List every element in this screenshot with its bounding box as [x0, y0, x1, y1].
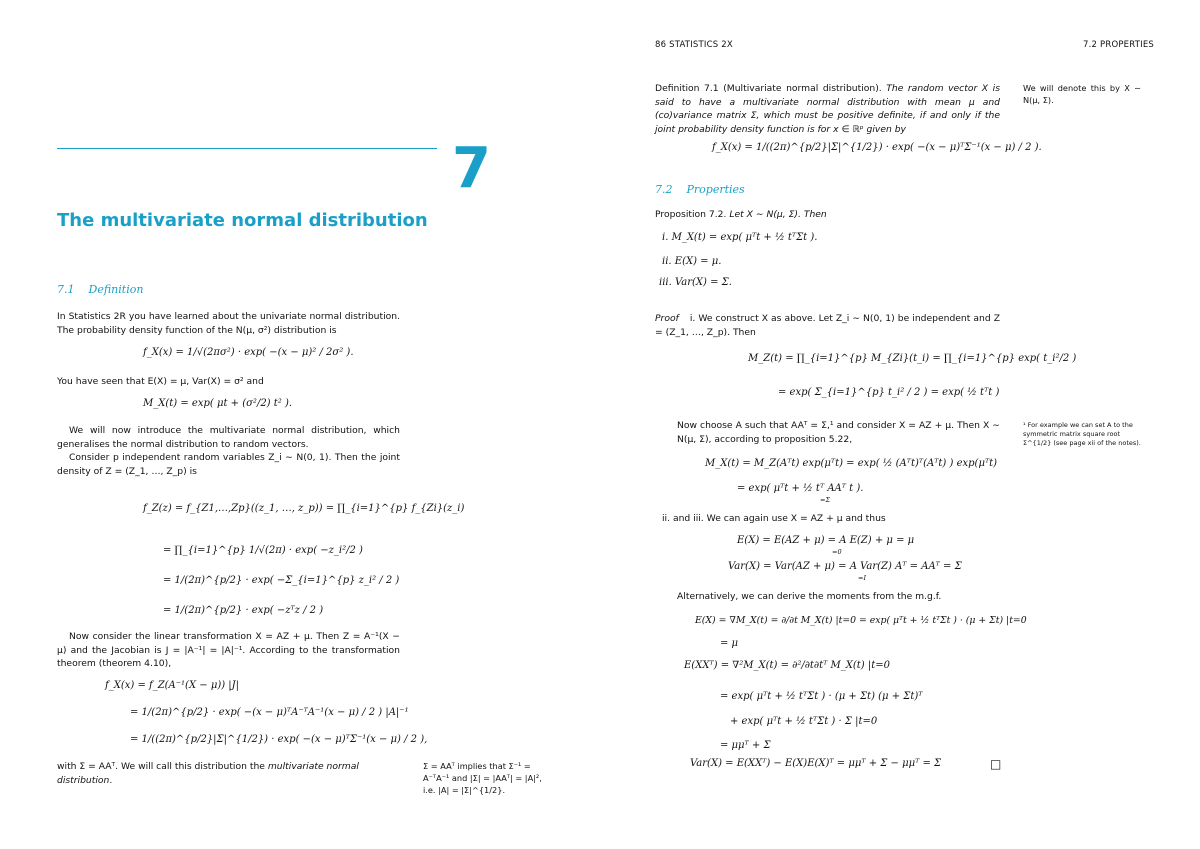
proposition-item	[662, 256, 721, 267]
equation-line: + exp( μᵀt + ½ tᵀΣt ) · Σ |t=0	[730, 716, 878, 727]
margin-note: Σ = AAᵀ implies that Σ⁻¹ = A⁻ᵀA⁻¹ and |Σ| = |AAᵀ| = |A|², i.e. |A| = |Σ|^{1/2}.	[423, 761, 542, 795]
qed-box: □	[990, 757, 1002, 771]
underbrace-label: =I	[858, 574, 867, 582]
proof-text: i. We construct X as above. Let Z_i ∼ N(0, 1) be independent and Z = (Z_1, …, Z_p). Then	[655, 313, 1000, 338]
equation-line: E(XXᵀ) = ∇²M_X(t) = ∂²/∂t∂tᵀ M_X(t) |t=0	[684, 660, 890, 671]
proposition-block	[655, 208, 827, 222]
paragraph: In Statistics 2R you have learned about the univariate normal distribution. The probability density function of the N(μ, σ²) distribution is	[57, 311, 400, 336]
equation-line: = 1/(2π)^{p/2} · exp( −zᵀz / 2 )	[163, 605, 324, 616]
equation-line: = 1/(2π)^{p/2} · exp( −(x − μ)ᵀA⁻ᵀA⁻¹(x − μ) / 2 ) |A|⁻¹	[130, 707, 409, 718]
equation-line: = μ	[720, 638, 739, 649]
paragraph: Consider p independent random variables Z_i ∼ N(0, 1). Then the joint density of Z = (Z_1, …, Z_p) is	[57, 452, 400, 477]
text-run: with Σ = AAᵀ. We will call this distribution the	[57, 761, 268, 772]
running-header-left: 86 STATISTICS 2X	[655, 40, 733, 50]
equation-line: f_Z(z) = f_{Z1,…,Zp}((z_1, …, z_p)) = ∏_{i=1}^{p} f_{Zi}(z_i)	[143, 503, 465, 514]
proof-part-1	[655, 312, 1000, 339]
underbrace-label: =0	[832, 548, 842, 556]
equation-line: M_X(t) = M_Z(Aᵀt) exp(μᵀt) = exp( ½ (Aᵀt)ᵀ(Aᵀt) ) exp(μᵀt)	[705, 458, 998, 469]
equation-line: Var(X) = E(XXᵀ) − E(X)E(X)ᵀ = μμᵀ + Σ − μμᵀ = Σ	[690, 758, 942, 769]
proof-part-2: Now choose A such that AAᵀ = Σ,¹ and consider X = AZ + μ. Then X ∼ N(μ, Σ), according to proposition 5.22,	[677, 420, 1000, 445]
equation-line: f_X(x) = f_Z(A⁻¹(X − μ)) |J|	[105, 680, 240, 691]
definition-block	[655, 82, 1000, 136]
item-number: ii.	[662, 256, 672, 267]
proof-label: Proof	[655, 313, 679, 324]
proof-part-4: Alternatively, we can derive the moments from the m.g.f.	[677, 591, 942, 602]
equation-line: = μμᵀ + Σ	[720, 740, 771, 751]
equation-line: E(X) = ∇M_X(t) = ∂/∂t M_X(t) |t=0 = exp( μᵀt + ½ tᵀΣt ) · (μ + Σt) |t=0	[695, 615, 1027, 626]
equation-line: = exp( μᵀt + ½ tᵀΣt ) · (μ + Σt) (μ + Σt)ᵀ	[720, 691, 923, 702]
underbrace-label: =Σ	[820, 496, 831, 504]
item-number: i.	[662, 232, 669, 243]
chapter-rule	[57, 148, 437, 149]
section-heading-7-2	[655, 183, 745, 196]
proposition-item	[659, 277, 732, 288]
equation-line: = 1/(2π)^{p/2} · exp( −Σ_{i=1}^{p} z_i² / 2 )	[163, 575, 400, 586]
equation-line: = ∏_{i=1}^{p} 1/√(2π) · exp( −z_i²/2 )	[163, 545, 363, 556]
equation-univariate-density: f_X(x) = 1/√(2πσ²) · exp( −(x − μ)² / 2σ² ).	[143, 347, 354, 358]
paragraph-closing	[57, 760, 400, 787]
equation-line: = exp( Σ_{i=1}^{p} t_i² / 2 ) = exp( ½ tᵀt )	[778, 387, 1000, 398]
footnote: ¹ For example we can set A to the symmetric matrix square root Σ^{1/2} (see page xii of the notes).	[1023, 421, 1141, 447]
item-equation: Var(X) = Σ.	[674, 277, 732, 288]
equation-line: M_Z(t) = ∏_{i=1}^{p} M_{Zi}(t_i) = ∏_{i=1}^{p} exp( t_i²/2 )	[748, 353, 1077, 364]
emphasis: multivariate normal distribution	[57, 761, 359, 786]
proposition-item	[662, 232, 817, 243]
chapter-title: The multivariate normal distribution	[57, 210, 428, 231]
paragraph: We will now introduce the multivariate normal distribution, which generalises the normal distribution to random vectors.	[57, 425, 400, 450]
equation-line: Var(X) = Var(AZ + μ) = A Var(Z) Aᵀ = AAᵀ = Σ	[728, 561, 962, 572]
proof-part-3: ii. and iii. We can again use X = AZ + μ and thus	[662, 513, 886, 524]
item-equation: M_X(t) = exp( μᵀt + ½ tᵀΣt ).	[671, 232, 818, 243]
definition-text: The random vector X is said to have a multivariate normal distribution with mean μ and (co)variance matrix Σ, which must be positive definite, if and only if the joint probability density function is for x ∈ ℝᵖ given by	[655, 83, 1000, 135]
section-title: Definition	[88, 283, 144, 296]
equation-line: = exp( μᵀt + ½ tᵀ AAᵀ t ).	[737, 483, 864, 494]
definition-label: Definition 7.1 (Multivariate normal distribution).	[655, 83, 882, 94]
text-run: .	[109, 774, 113, 786]
equation-line: = 1/((2π)^{p/2}|Σ|^{1/2}) · exp( −(x − μ)ᵀΣ⁻¹(x − μ) / 2 ),	[130, 734, 428, 745]
section-number: 7.1	[57, 283, 75, 296]
paragraph: You have seen that E(X) = μ, Var(X) = σ² and	[57, 376, 264, 387]
equation-definition-density: f_X(x) = 1/((2π)^{p/2}|Σ|^{1/2}) · exp( −(x − μ)ᵀΣ⁻¹(x − μ) / 2 ).	[712, 142, 1042, 153]
equation-line: E(X) = E(AZ + μ) = A E(Z) + μ = μ	[737, 535, 915, 546]
paragraph: Now consider the linear transformation X = AZ + μ. Then Z = A⁻¹(X − μ) and the Jacobian is J = |A⁻¹| = |A|⁻¹. According to the transformation theorem (theorem 4.10),	[57, 631, 400, 669]
equation-univariate-mgf: M_X(t) = exp( μt + (σ²/2) t² ).	[143, 398, 293, 409]
running-header-right: 7.2 PROPERTIES	[1083, 40, 1154, 50]
item-equation: E(X) = μ.	[674, 256, 722, 267]
section-heading-7-1	[57, 283, 143, 296]
section-number: 7.2	[655, 183, 673, 196]
proposition-label: Proposition 7.2.	[655, 209, 727, 220]
definition-side-note: We will denote this by X ∼ N(μ, Σ).	[1023, 83, 1141, 105]
item-number: iii.	[659, 277, 672, 288]
section-title: Properties	[686, 183, 745, 196]
chapter-number: 7	[452, 136, 491, 201]
proposition-text: Let X ∼ N(μ, Σ). Then	[729, 209, 827, 220]
